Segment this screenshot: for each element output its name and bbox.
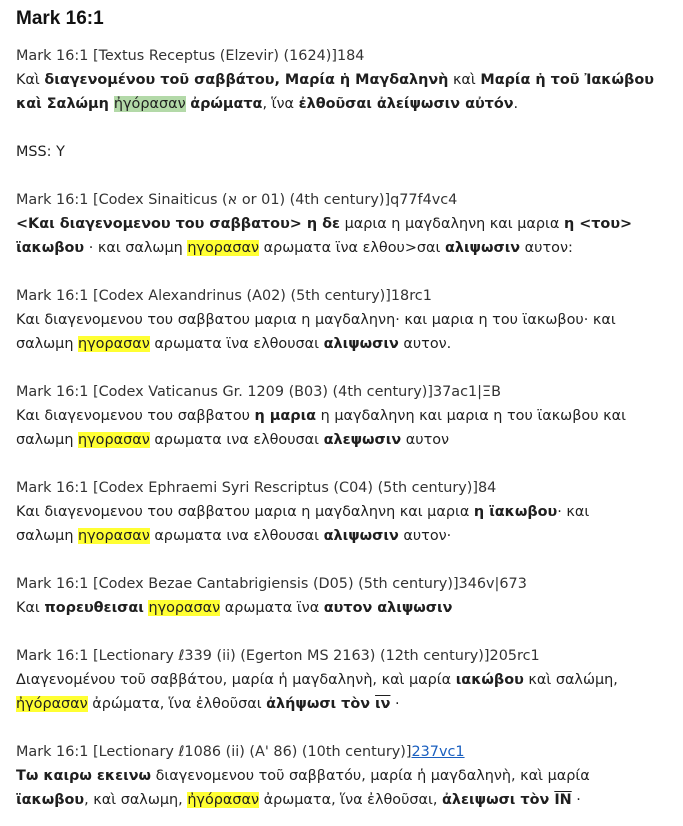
verse-entry	[16, 380, 667, 452]
verse-text-line	[16, 236, 667, 260]
text-segment: Και διαγενομενου του σαββατου μαρια η μαγδαληνη και μαρια	[16, 504, 474, 520]
highlighted-word: ἠγόρασαν	[113, 96, 186, 112]
text-segment: Και διαγενομενου του σαββατου μαρια η μαγδαληνη· και μαρια η του ϊακωβου· και	[16, 312, 616, 328]
verse-text-line	[16, 68, 667, 92]
text-segment: αλιψωσιν	[444, 240, 521, 256]
text-segment: αλιψωσιν	[323, 336, 399, 352]
verse-text-line	[16, 308, 667, 332]
highlighted-word: ἠγόρασαν	[16, 696, 88, 712]
highlighted-word: ηγορασαν	[148, 600, 221, 616]
verse-text-line	[16, 596, 667, 620]
source-line	[16, 572, 667, 596]
text-segment: Μαρία ἡ τοῦ Ἰακώβου	[480, 72, 654, 88]
entry-list	[16, 44, 667, 812]
text-segment: αλιψωσιν	[323, 528, 399, 544]
verse-entry	[16, 740, 667, 812]
text-segment: Και	[16, 600, 45, 616]
highlighted-word: ἠγόρασαν	[187, 792, 260, 808]
verse-entry	[16, 284, 667, 356]
text-segment: Τω καιρω εκεινω	[16, 768, 152, 784]
text-segment: αυτον:	[520, 240, 573, 256]
text-segment: η <του>	[563, 216, 633, 232]
text-segment: ϊακωβου	[16, 792, 85, 808]
verse-text-line	[16, 692, 667, 716]
text-segment: , ἵνα	[262, 96, 299, 112]
verse-text-line	[16, 668, 667, 692]
verse-entry	[16, 188, 667, 260]
source-label: Mark 16:1 [Codex Vaticanus Gr. 1209 (B03) (4th century)]37ac1|ΞΒ	[16, 384, 501, 400]
text-segment: · και σαλωμη	[84, 240, 188, 256]
text-segment: ἀρώματα	[190, 96, 263, 112]
source-line	[16, 476, 667, 500]
verse-entry	[16, 44, 667, 164]
text-segment: ϊακωβου	[16, 240, 85, 256]
verse-text-line	[16, 524, 667, 548]
verse-entry	[16, 572, 667, 620]
verse-text-line	[16, 92, 667, 116]
text-segment: σαλωμη	[16, 528, 79, 544]
source-label: Mark 16:1 [Codex Alexandrinus (A02) (5th century)]18rc1	[16, 288, 432, 304]
text-segment: ιακώβου	[455, 672, 524, 688]
text-segment: Καὶ	[16, 72, 45, 88]
highlighted-word: ηγορασαν	[187, 240, 260, 256]
text-segment: $\overline{IN}$	[554, 792, 572, 808]
text-segment: μαρια η μαγδαληνη και μαρια	[340, 216, 564, 232]
highlighted-word: ηγορασαν	[78, 528, 150, 544]
text-segment: καὶ	[448, 72, 481, 88]
spacer	[16, 116, 667, 140]
text-segment: η μαρια	[254, 408, 317, 424]
text-segment: ἀλήψωσι τὸν	[266, 696, 376, 712]
text-segment: αρωματα ϊνα ελθου>σαι	[259, 240, 445, 256]
source-line	[16, 44, 667, 68]
text-segment: αλεψωσιν	[323, 432, 402, 448]
mss-line: MSS: Y	[16, 144, 65, 160]
text-segment: σαλωμη	[16, 432, 79, 448]
text-segment: η μαγδαληνη και μαρια η του ϊακωβου και	[316, 408, 626, 424]
text-segment: καὶ Σαλώμη	[16, 96, 114, 112]
verse-text-line	[16, 404, 667, 428]
text-segment: , καὶ σαλωμη,	[84, 792, 188, 808]
text-segment: $\overline{\iota\nu}$	[375, 696, 391, 712]
text-segment: διαγενομενου τοῦ σαββατόυ, μαρία ἡ μαγδαληνὴ, καὶ μαρία	[151, 768, 590, 784]
text-segment: ἐλθοῦσαι ἀλείψωσιν αὐτόν	[298, 96, 514, 112]
source-line	[16, 284, 667, 308]
verse-text-line	[16, 428, 667, 452]
text-segment: διαγενομένου τοῦ σαββάτου, Μαρία ἡ Μαγδαληνὴ	[44, 72, 449, 88]
text-segment: <Και διαγενομενου του σαββατου> η δε	[16, 216, 341, 232]
text-segment: η ϊακωβου	[473, 504, 558, 520]
text-segment: ἀλειψωσι τὸν	[442, 792, 555, 808]
source-line	[16, 380, 667, 404]
text-segment: .	[513, 96, 519, 112]
source-label: Mark 16:1 [Lectionary ℓ339 (ii) (Egerton MS 2163) (12th century)]205rc1	[16, 648, 540, 664]
text-segment: αυτον αλιψωσιν	[323, 600, 453, 616]
verse-entry	[16, 476, 667, 548]
text-segment: αρωματα ινα ελθουσαι	[149, 528, 324, 544]
text-segment: αρωματα ϊνα ελθουσαι	[149, 336, 324, 352]
text-segment: αρωματα ινα ελθουσαι	[149, 432, 324, 448]
text-segment: αυτον	[401, 432, 450, 448]
source-line	[16, 644, 667, 668]
text-segment: αυτον.	[398, 336, 452, 352]
verse-text-line	[16, 500, 667, 524]
verse-entry	[16, 644, 667, 716]
verse-text-line	[16, 764, 667, 788]
source-label: Mark 16:1 [Textus Receptus (Elzevir) (1624)]184	[16, 48, 365, 64]
page-title: Mark 16:1	[16, 8, 104, 29]
source-line	[16, 188, 667, 212]
text-segment: ·	[571, 792, 581, 808]
text-segment: ἀρωματα, ἵνα ἐλθοῦσαι,	[259, 792, 443, 808]
folio-link[interactable]: 237vc1	[411, 744, 465, 760]
text-segment: αυτον·	[398, 528, 452, 544]
text-segment: Διαγενομένου τοῦ σαββάτου, μαρία ἡ μαγδαληνὴ, καὶ μαρία	[16, 672, 456, 688]
verse-text-line	[16, 788, 667, 812]
highlighted-word: ηγορασαν	[78, 336, 150, 352]
source-label: Mark 16:1 [Codex Sinaiticus (א or 01) (4th century)]q77f4vc4	[16, 192, 458, 208]
text-segment: · και	[557, 504, 590, 520]
verse-text-line	[16, 212, 667, 236]
text-segment: αρωματα ϊνα	[220, 600, 324, 616]
source-label: Mark 16:1 [Lectionary ℓ1086 (ii) (A' 86) (10th century)]	[16, 744, 412, 760]
highlighted-word: ηγορασαν	[78, 432, 150, 448]
text-segment: ·	[390, 696, 400, 712]
text-segment: σαλωμη	[16, 336, 79, 352]
text-segment: καὶ σαλώμη,	[523, 672, 618, 688]
source-label: Mark 16:1 [Codex Bezae Cantabrigiensis (D05) (5th century)]346v|673	[16, 576, 527, 592]
text-segment: πορευθεισαι	[44, 600, 144, 616]
text-segment: Και διαγενομενου του σαββατου	[16, 408, 255, 424]
verse-text-line	[16, 332, 667, 356]
source-line	[16, 740, 667, 764]
source-label: Mark 16:1 [Codex Ephraemi Syri Rescriptus (C04) (5th century)]84	[16, 480, 497, 496]
text-segment: ἀρώματα, ἵνα ἐλθοῦσαι	[87, 696, 267, 712]
